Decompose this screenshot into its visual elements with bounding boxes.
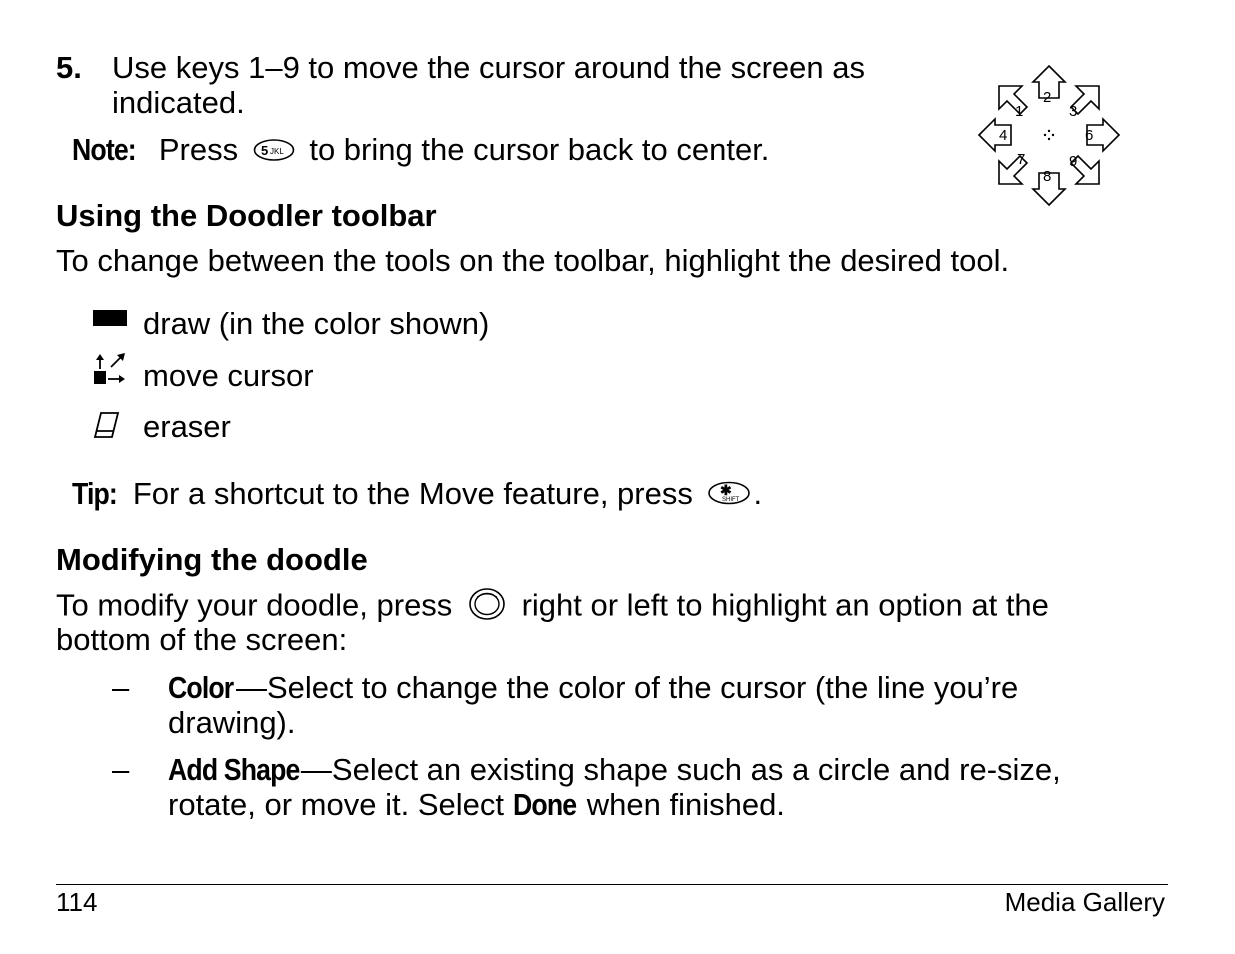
add-shape-line-2-before: rotate, or move it. Select	[168, 787, 504, 822]
tool-label-move: move cursor	[143, 358, 314, 393]
step-5-line-1: Use keys 1–9 to move the cursor around the screen as	[112, 50, 866, 85]
term-done: Done	[512, 787, 576, 822]
add-shape-line-2-after: when finished.	[586, 787, 785, 822]
svg-text:✱: ✱	[720, 482, 733, 499]
list-item-dash: –	[112, 670, 130, 705]
color-description: —Select to change the color of the cursor (the line you’re	[235, 670, 1019, 705]
svg-text:3: 3	[1069, 103, 1078, 120]
list-item-add-shape-line-1	[168, 752, 1061, 787]
tool-label-eraser: eraser	[143, 409, 231, 444]
toolbar-heading: Using the Doodler toolbar	[56, 198, 437, 233]
svg-text:7: 7	[1017, 151, 1026, 168]
note-text-before: Press	[158, 132, 239, 167]
svg-text:2: 2	[1043, 89, 1052, 106]
note	[72, 132, 769, 169]
footer-section-title: Media Gallery	[1004, 887, 1165, 917]
modify-intro-before: To modify your doodle, press	[56, 587, 453, 623]
modify-intro-after: right or left to highlight an option at the	[521, 587, 1049, 623]
list-item-color-line-1	[168, 670, 1018, 705]
svg-text:5: 5	[260, 143, 268, 159]
list-item-color-line-2: drawing).	[168, 705, 296, 740]
note-label: Note:	[72, 132, 136, 167]
toolbar-intro: To change between the tools on the toolbar, highlight the desired tool.	[56, 243, 1010, 278]
svg-text:1: 1	[1015, 103, 1024, 120]
svg-text:8: 8	[1043, 168, 1052, 185]
svg-text:SHIFT: SHIFT	[722, 497, 740, 504]
cursor-direction-diagram	[977, 64, 1121, 208]
step-number: 5.	[56, 50, 82, 85]
note-text-after: to bring the cursor back to center.	[309, 132, 770, 167]
list-item-dash: –	[112, 752, 130, 787]
star-shift-key-icon	[707, 478, 751, 513]
svg-text:JKL: JKL	[269, 147, 284, 157]
page-number: 114	[56, 887, 98, 917]
step-5-line-2: indicated.	[112, 85, 245, 120]
svg-text:6: 6	[1085, 127, 1094, 144]
tip-text: For a shortcut to the Move feature, press	[132, 476, 693, 511]
5-jkl-key-icon	[253, 134, 295, 169]
modify-intro-line-2: bottom of the screen:	[56, 622, 348, 657]
tip-end: .	[753, 476, 763, 511]
move-cursor-icon	[92, 353, 128, 392]
list-item-add-shape-line-2	[168, 787, 785, 822]
step-5	[56, 50, 82, 85]
modify-heading: Modifying the doodle	[56, 542, 368, 577]
add-shape-description: —Select an existing shape such as a circle and re-size,	[300, 752, 1061, 787]
navigation-key-icon	[467, 587, 507, 628]
tool-label-draw: draw (in the color shown)	[143, 306, 490, 341]
tip-label: Tip:	[72, 476, 117, 511]
term-add-shape: Add Shape	[168, 752, 300, 787]
term-color: Color	[168, 670, 234, 705]
draw-color-icon	[93, 310, 127, 331]
tip	[72, 476, 762, 513]
svg-text:9: 9	[1069, 153, 1078, 170]
eraser-icon	[92, 411, 122, 444]
footer-rule	[56, 884, 1168, 885]
svg-text:4: 4	[999, 127, 1008, 144]
